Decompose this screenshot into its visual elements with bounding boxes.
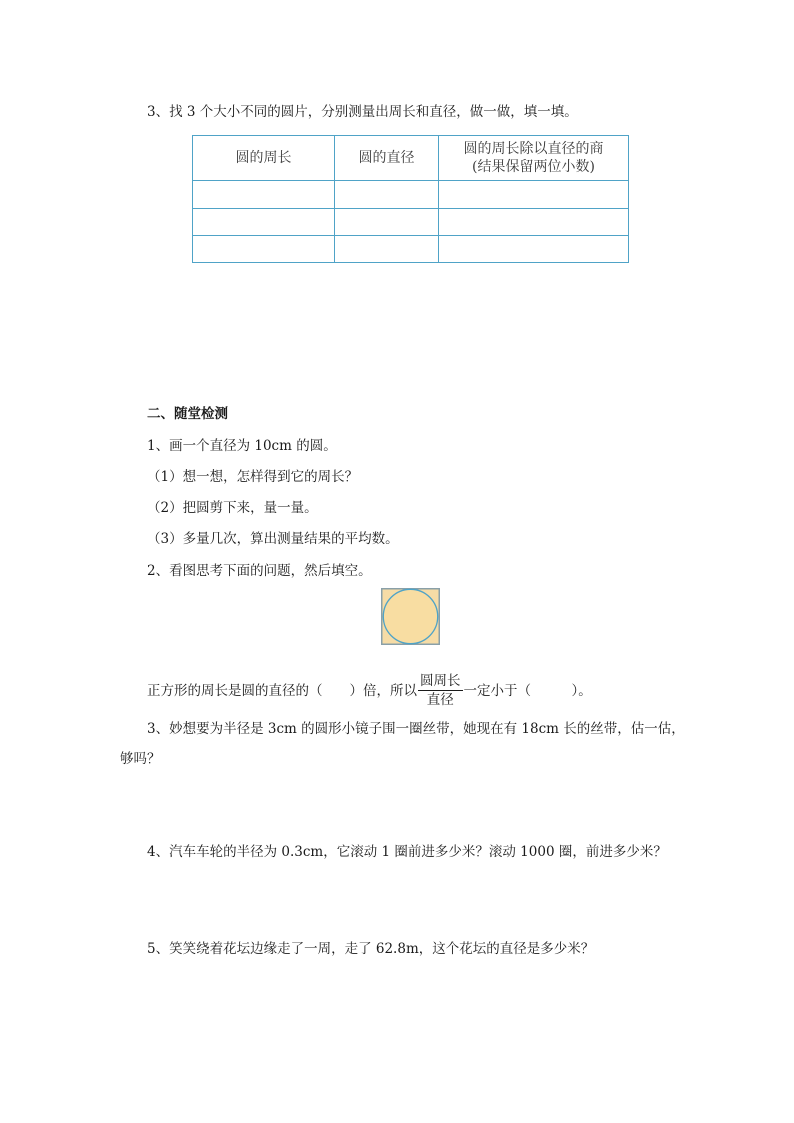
q1-draw-circle: 1、画一个直径为 10cm 的圆。 bbox=[147, 438, 337, 454]
q2-fill-text-a: 正方形的周长是圆的直径的（ ）倍，所以 bbox=[147, 682, 417, 699]
q3-ribbon-line2: 够吗？ bbox=[120, 751, 161, 767]
q1-sub2: （2）把圆剪下来，量一量。 bbox=[147, 500, 318, 516]
section-title: 二、随堂检测 bbox=[147, 406, 228, 422]
table-cell[interactable] bbox=[335, 208, 439, 235]
table-row bbox=[193, 235, 629, 262]
q2-fill-blank bbox=[147, 672, 592, 709]
square-circle-figure bbox=[381, 588, 440, 645]
fraction bbox=[418, 672, 463, 709]
table-cell[interactable] bbox=[439, 208, 629, 235]
q2-prompt: 2、看图思考下面的问题，然后填空。 bbox=[147, 563, 372, 579]
q3-ribbon-line1: 3、妙想要为半径是 3cm 的圆形小镜子围一圈丝带，她现在有 18cm 长的丝带，估一估， bbox=[147, 721, 685, 737]
table-cell[interactable] bbox=[335, 181, 439, 208]
header-quotient bbox=[439, 136, 629, 181]
table-cell[interactable] bbox=[193, 208, 335, 235]
header-circumference: 圆的周长 bbox=[193, 136, 335, 181]
q3-measure-prompt: 3、找 3 个大小不同的圆片，分别测量出周长和直径，做一做，填一填。 bbox=[147, 104, 578, 120]
q1-sub1: （1）想一想，怎样得到它的周长？ bbox=[147, 469, 359, 485]
table-row bbox=[193, 181, 629, 208]
q1-sub3: （3）多量几次，算出测量结果的平均数。 bbox=[147, 531, 399, 547]
table-header-row bbox=[193, 136, 629, 181]
header-quotient-line2: (结果保留两位小数) bbox=[472, 159, 595, 176]
q4-wheel: 4、汽车车轮的半径为 0.3cm，它滚动 1 圈前进多少米？滚动 1000 圈，前进多少米？ bbox=[147, 844, 667, 860]
figure-circle bbox=[383, 589, 437, 643]
header-diameter: 圆的直径 bbox=[335, 136, 439, 181]
q5-flowerbed: 5、笑笑绕着花坛边缘走了一周，走了 62.8m，这个花坛的直径是多少米？ bbox=[147, 941, 595, 957]
table-cell[interactable] bbox=[439, 235, 629, 262]
fraction-denominator: 直径 bbox=[426, 692, 454, 708]
measurement-table bbox=[192, 135, 629, 263]
header-quotient-line1: 圆的周长除以直径的商 bbox=[463, 141, 604, 158]
fraction-numerator: 圆周长 bbox=[420, 673, 461, 689]
table-cell[interactable] bbox=[439, 181, 629, 208]
table-row bbox=[193, 208, 629, 235]
table-cell[interactable] bbox=[335, 235, 439, 262]
q2-fill-text-b: 一定小于（ ）。 bbox=[463, 682, 592, 699]
table-cell[interactable] bbox=[193, 235, 335, 262]
table-cell[interactable] bbox=[193, 181, 335, 208]
